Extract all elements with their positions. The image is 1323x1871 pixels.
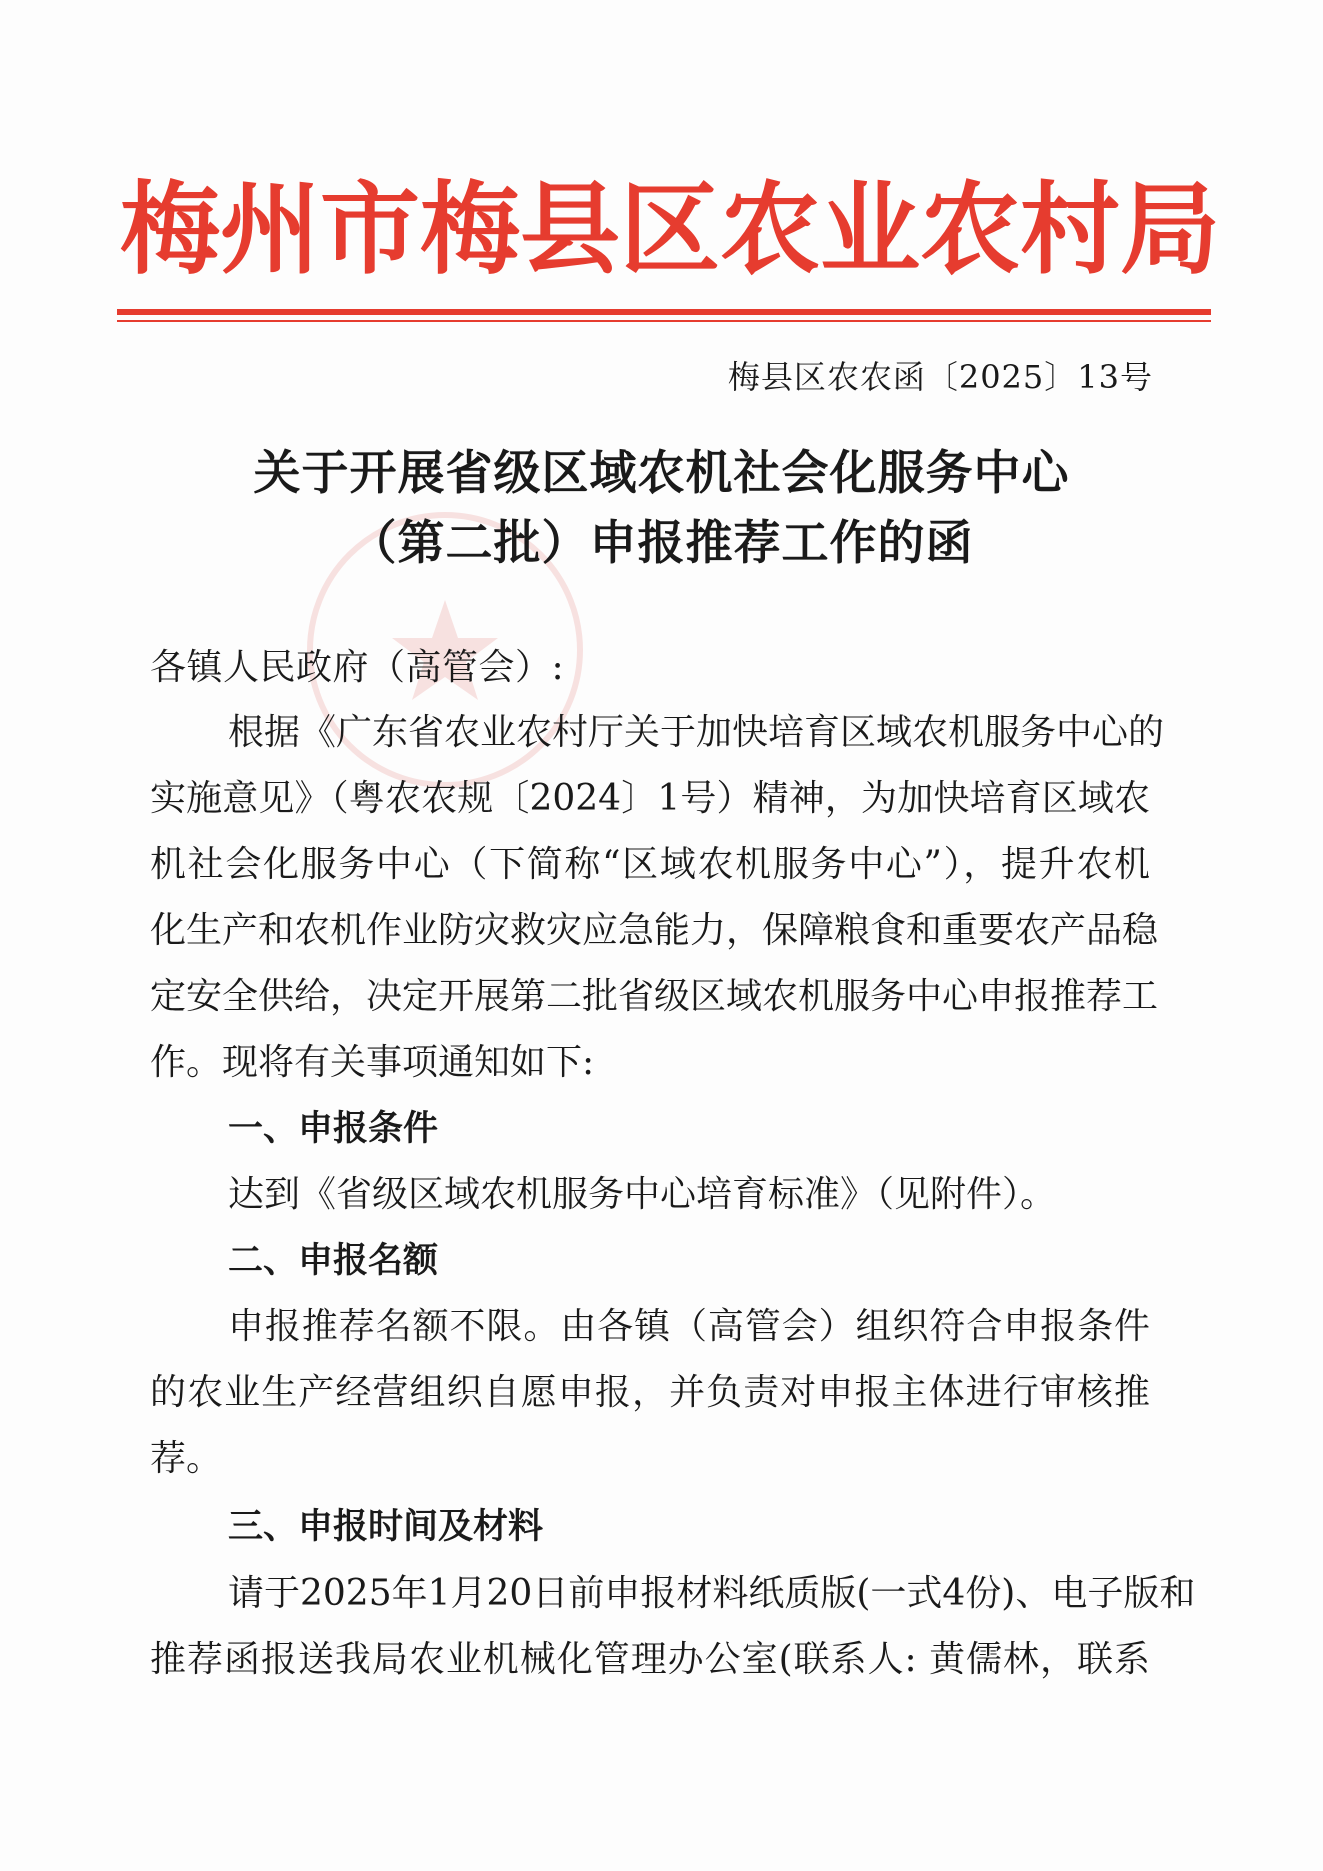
section-paragraph-line: 达到《省级区域农机服务中心培育标准》（见附件）。: [228, 1174, 1057, 1215]
org-char: 业: [820, 170, 920, 288]
org-char: 局: [1120, 170, 1220, 288]
intro-paragraph-line: 实施意见》（粤农农规〔2024〕1号）精神，为加快培育区域农: [150, 778, 1150, 819]
org-char: 农: [920, 170, 1020, 288]
document-title-line-2: （第二批）申报推荐工作的函: [349, 516, 974, 571]
header-divider-thin: [117, 320, 1211, 322]
intro-paragraph-line: 化生产和农机作业防灾救灾应急能力，保障粮食和重要农产品稳: [150, 910, 1159, 951]
section-paragraph-line: 请于2025年1月20日前申报材料纸质版(一式4份)、电子版和: [228, 1573, 1196, 1614]
org-char: 梅: [120, 170, 220, 288]
section-paragraph-line: 推荐函报送我局农业机械化管理办公室(联系人: 黄儒林，联系: [150, 1639, 1150, 1680]
org-char: 农: [720, 170, 820, 288]
intro-paragraph-line: 定安全供给，决定开展第二批省级区域农机服务中心申报推荐工: [150, 976, 1159, 1017]
org-char: 区: [620, 170, 720, 288]
section-paragraph-line: 申报推荐名额不限。由各镇（高管会）组织符合申报条件: [228, 1306, 1150, 1347]
org-char: 县: [520, 170, 620, 288]
intro-paragraph-line: 作。现将有关事项通知如下:: [150, 1042, 595, 1083]
org-char: 村: [1020, 170, 1120, 288]
intro-paragraph-line: 机社会化服务中心（下简称“区域农机服务中心”），提升农机: [150, 844, 1150, 885]
header-divider-thick: [117, 309, 1211, 315]
section-heading: 一、申报条件: [228, 1109, 439, 1149]
section-heading: 二、申报名额: [228, 1241, 439, 1281]
issuing-organization-header: [120, 170, 1220, 288]
document-title-line-1: 关于开展省级区域农机社会化服务中心: [253, 446, 1070, 501]
section-paragraph-line: 荐。: [150, 1438, 223, 1479]
org-char: 州: [220, 170, 320, 288]
salutation: 各镇人民政府（高管会）:: [150, 647, 565, 688]
section-heading: 三、申报时间及材料: [228, 1507, 544, 1547]
section-paragraph-line: 的农业生产经营组织自愿申报，并负责对申报主体进行审核推: [150, 1372, 1150, 1413]
org-char: 市: [320, 170, 420, 288]
org-char: 梅: [420, 170, 520, 288]
document-number: 梅县区农农函〔2025〕13号: [727, 358, 1153, 396]
intro-paragraph-line: 根据《广东省农业农村厅关于加快培育区域农机服务中心的: [228, 712, 1165, 753]
